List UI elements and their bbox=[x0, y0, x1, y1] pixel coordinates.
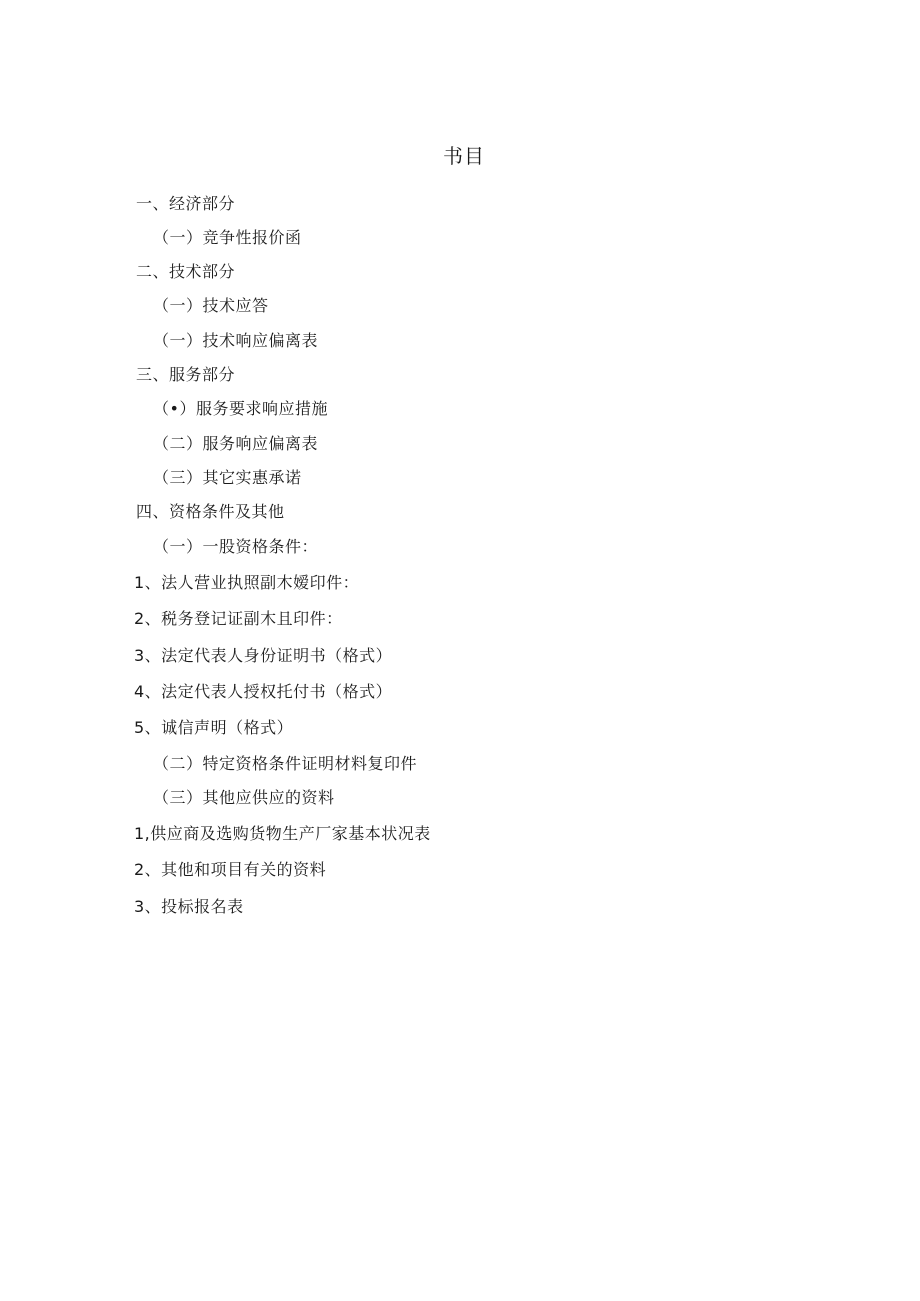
toc-item-business-license: 1、法人营业执照副木嫒印件： bbox=[134, 573, 360, 592]
toc-item-specific-qualification: （二）特定资格条件证明材料复印件 bbox=[153, 754, 418, 773]
toc-item-authorization: 4、法定代表人授权托付书（格式） bbox=[134, 682, 393, 701]
toc-section-qualification: 四、资格条件及其他 bbox=[136, 502, 285, 521]
toc-item-registration-form: 3、投标报名表 bbox=[134, 897, 244, 916]
toc-item-tax-certificate: 2、税务登记证副木且印件： bbox=[134, 609, 343, 628]
toc-item-service-measures: （•）服务要求响应措施 bbox=[153, 399, 328, 418]
toc-item-integrity-statement: 5、诚信声明（格式） bbox=[134, 718, 294, 737]
toc-item-project-materials: 2、其他和项目有关的资料 bbox=[134, 860, 327, 879]
toc-item-general-qualification: （一）一股资格条件： bbox=[153, 537, 319, 556]
toc-item-technical-deviation: （一）技术响应偏离表 bbox=[153, 331, 319, 350]
toc-item-other-commitments: （三）其它实惠承诺 bbox=[153, 468, 302, 487]
toc-item-supplier-profile: 1,供应商及选购货物生产厂家基本状况表 bbox=[134, 824, 431, 843]
toc-item-quotation-letter: （一）竞争性报价函 bbox=[153, 228, 302, 247]
document-title: 书目 bbox=[443, 144, 485, 168]
toc-item-service-deviation: （二）服务响应偏离表 bbox=[153, 434, 319, 453]
toc-item-other-materials: （三）其他应供应的资料 bbox=[153, 788, 335, 807]
toc-section-economic: 一、经济部分 bbox=[136, 194, 236, 213]
toc-section-technical: 二、技术部分 bbox=[136, 262, 236, 281]
toc-item-technical-response: （一）技术应答 bbox=[153, 296, 269, 315]
toc-item-legal-rep-id: 3、法定代表人身份证明书（格式） bbox=[134, 646, 393, 665]
toc-section-service: 三、服务部分 bbox=[136, 365, 236, 384]
